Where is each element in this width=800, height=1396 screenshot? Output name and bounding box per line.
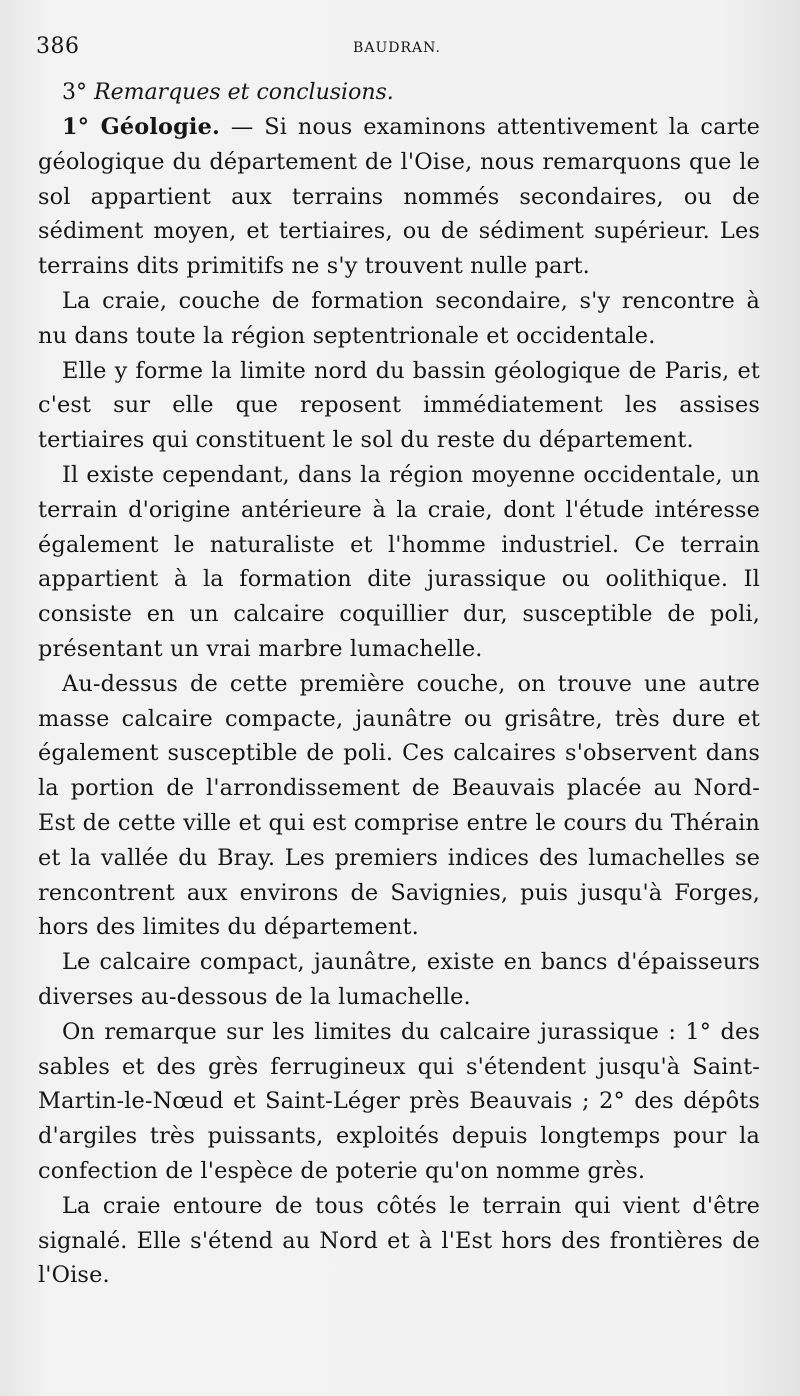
paragraph: Elle y forme la limite nord du bassin géologique de Paris, et c'est sur elle que reposent immédiatement les assises tertiaires qui constituent le sol du reste du département. [38, 357, 760, 454]
paragraph: Il existe cependant, dans la région moyenne occidentale, un terrain d'origine antérieure à la craie, dont l'étude intéresse également le naturaliste et l'homme industriel. Ce terrain appartient à la formation dite jurassique ou oolithique. Il consiste en un calcaire coquillier dur, susceptible de poli, présentant un vrai marbre lumachelle. [38, 461, 760, 662]
paragraph-geologie [38, 110, 760, 284]
paragraph-text: — Si nous examinons attentivement la carte géologique du département de l'Oise, nous remarquons que le sol appartient aux terrains nommés secondaires, ou de sédiment moyen, et tertiaires, ou de sédiment supérieur. Les terrains dits primitifs ne s'y trouvent nulle part. [38, 114, 760, 280]
section-heading [62, 76, 760, 110]
paragraph-lead-label: 1° Géologie. [62, 114, 220, 140]
paragraph: La craie entoure de tous côtés le terrain qui vient d'être signalé. Elle s'étend au Nord et à l'Est hors des frontières de l'Oise. [38, 1192, 760, 1289]
paragraph: On remarque sur les limites du calcaire jurassique : 1° des sables et des grès ferrugineux qui s'étendent jusqu'à Saint-Martin-le-Nœud et Saint-Léger près Beauvais ; 2° des dépôts d'argiles très puissants, exploités depuis longtemps pour la confection de l'espèce de poterie qu'on nomme grès. [38, 1018, 760, 1184]
section-title: Remarques et conclusions. [94, 80, 394, 105]
body-text [38, 76, 760, 1293]
paragraph: Au-dessus de cette première couche, on trouve une autre masse calcaire compacte, jaunâtre ou grisâtre, très dure et également susceptible de poli. Ces calcaires s'observent dans la portion de l'arrondissement de Beauvais placée au Nord-Est de cette ville et qui est comprise entre le cours du Thérain et la vallée du Bray. Les premiers indices des lumachelles se rencontrent aux environs de Savignies, puis jusqu'à Forges, hors des limites du département. [38, 670, 760, 941]
running-head [36, 34, 758, 68]
running-title: BAUDRAN. [353, 40, 441, 56]
page-number: 386 [36, 34, 80, 59]
section-number: 3° [62, 80, 87, 105]
paragraph: Le calcaire compact, jaunâtre, existe en bancs d'épaisseurs diverses au-dessous de la lumachelle. [38, 949, 760, 1010]
paragraph: La craie, couche de formation secondaire, s'y rencontre à nu dans toute la région septentrionale et occidentale. [38, 287, 760, 349]
